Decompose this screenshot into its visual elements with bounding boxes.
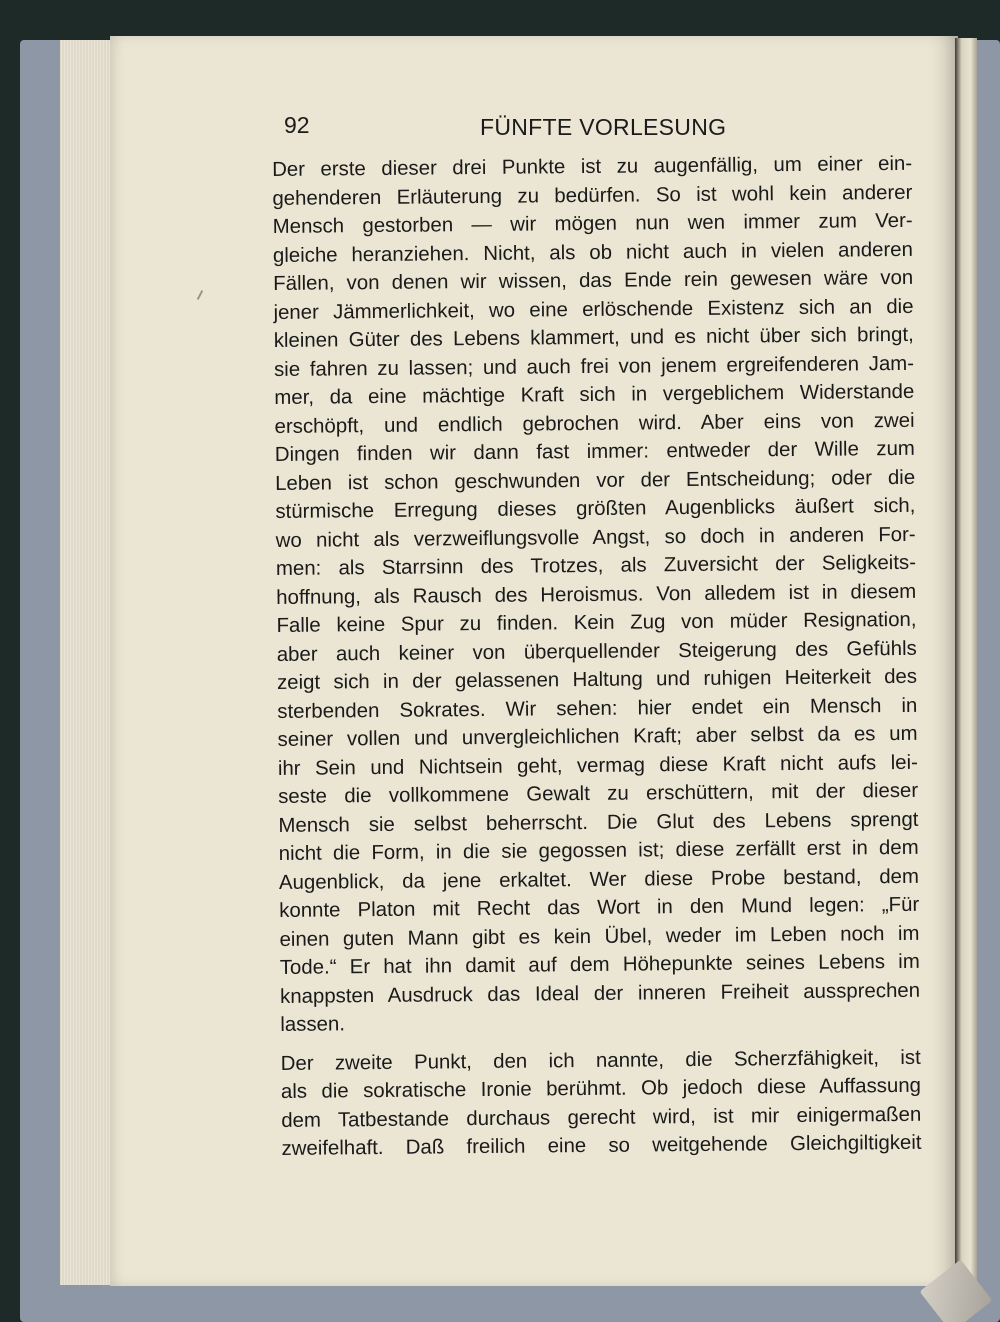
page-number: 92 [284,112,310,138]
text-line: Falle keine Spur zu finden. Kein Zug von müder Resignation, [276,608,917,637]
text-line: Mensch gestorben — wir mögen nun wen immer zum Ver- [272,209,913,238]
text-line: konnte Platon mit Recht das Wort in den Mund legen: „Für [279,893,920,922]
text-line: gleiche heranziehen. Nicht, als ob nicht auch in vielen anderen [272,238,914,267]
paragraph-2 [281,1043,922,1163]
text-line: aber auch keiner von überquellender Steigerung des Gefühls [276,637,917,666]
text-line: jener Jämmerlichkeit, wo eine erlöschende Existenz sich an die [273,295,914,324]
page-edges [60,40,113,1285]
text-line: dem Tatbestande durchaus gerecht wird, ist mir einigermaßen [281,1103,922,1132]
text-line: Der zweite Punkt, den ich nannte, die Scherzfähigkeit, ist [280,1046,921,1075]
page-gutter [955,38,977,1303]
text-line: seste die vollkommene Gewalt zu erschüttern, mit der dieser [278,779,919,808]
text-line: als die sokratische Ironie berühmt. Ob jedoch diese Auffassung [280,1074,922,1103]
text-line: zweifelhaft. Daß freilich eine so weitgehende Gleichgiltigkeit [281,1131,922,1160]
text-line: ihr Sein und Nichtsein geht, vermag diese Kraft nicht aufs lei- [277,751,918,780]
text-line: kleinen Güter des Lebens klammert, und es nicht über sich bringt, [273,323,914,352]
text-line: knappsten Ausdruck das Ideal der inneren Freiheit aussprechen [279,979,921,1008]
text-line: mer, da eine mächtige Kraft sich in vergeblichem Widerstande [274,380,915,409]
text-line: stürmische Erregung dieses größten Augenblicks äußert sich, [275,494,916,523]
text-line: Leben ist schon geschwunden vor der Entscheidung; oder die [275,466,916,495]
text-line: zeigt sich in der gelassenen Haltung und ruhigen Heiterkeit des [276,665,918,694]
text-line: Augenblick, da jene erkaltet. Wer diese Probe bestand, dem [278,865,920,894]
text-line: nicht die Form, in die sie gegossen ist; diese zerfällt erst in dem [278,836,919,865]
paragraph-1 [272,150,920,1040]
page-header [284,112,728,146]
text-line: lassen. [280,1013,346,1036]
text-line: hoffnung, als Rausch des Heroismus. Von alledem ist in diesem [276,580,917,609]
text-line: seiner vollen und unvergleichlichen Kraft; aber selbst da es um [277,722,918,751]
text-line: erschöpft, und endlich gebrochen wird. Aber eins von zwei [274,409,915,438]
text-line: wo nicht als verzweiflungsvolle Angst, so doch in anderen For- [275,523,916,552]
text-line: sie fahren zu lassen; und auch frei von jenem ergreifenderen Jam- [273,352,915,381]
text-line: Der erste dieser drei Punkte ist zu augenfällig, um einer ein- [272,152,913,181]
text-line: men: als Starrsinn des Trotzes, als Zuversicht der Seligkeits- [275,551,917,580]
text-line: Fällen, von denen wir wissen, das Ende rein gewesen wäre von [273,266,914,295]
running-head: FÜNFTE VORLESUNG [480,114,727,140]
text-line: sterbenden Sokrates. Wir sehen: hier endet ein Mensch in [277,694,918,723]
text-line: einen guten Mann gibt es kein Übel, weder im Leben noch im [279,922,920,951]
body-text [272,150,922,1164]
text-line: Tode.“ Er hat ihn damit auf dem Höhepunkte seines Lebens im [279,950,920,979]
text-line: gehenderen Erläuterung zu bedürfen. So ist wohl kein anderer [272,181,913,210]
text-line: Mensch sie selbst beherrscht. Die Glut des Lebens sprengt [278,808,919,837]
text-line: Dingen finden wir dann fast immer: entweder der Wille zum [274,437,915,466]
